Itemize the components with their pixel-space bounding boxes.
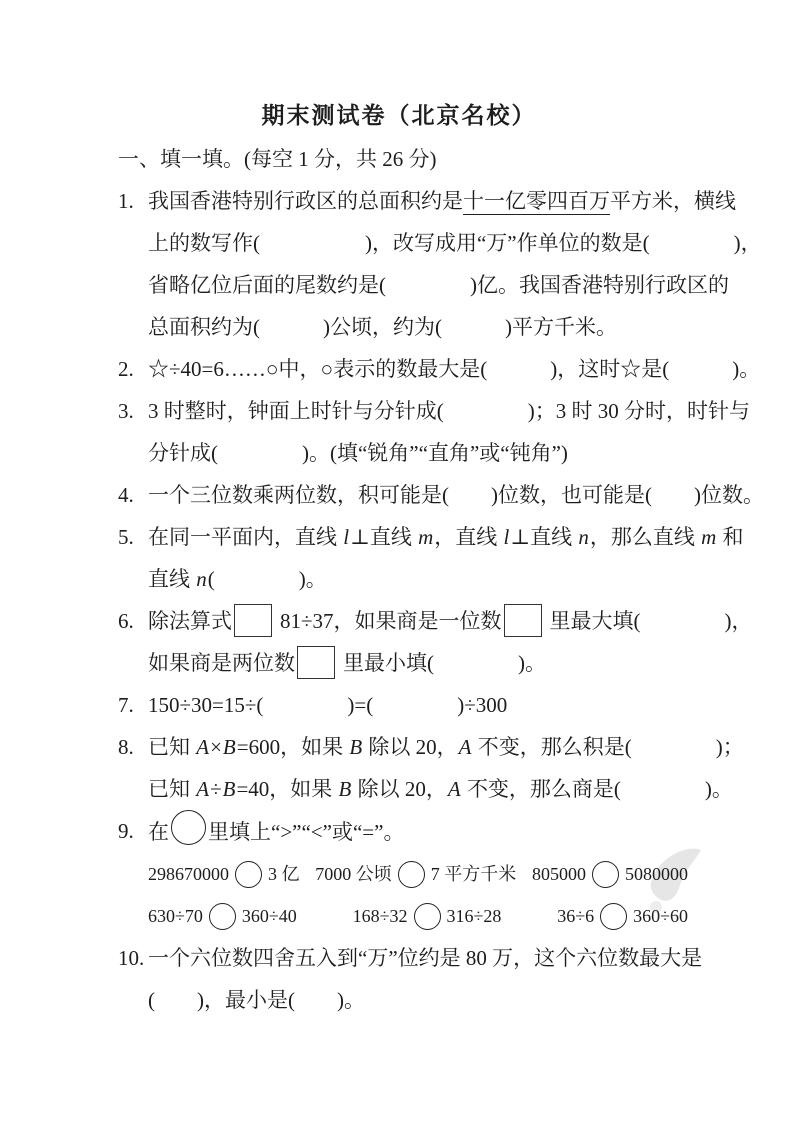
math-variable: B	[222, 735, 236, 759]
question-5	[118, 516, 744, 600]
comparison-right: 360÷60	[633, 906, 688, 926]
question-line	[148, 642, 680, 684]
question-text: ☆÷40=6……○中，○表示的数最大是( )，这时☆是( )。	[148, 357, 761, 381]
question-text: 我国香港特别行政区的总面积约是	[148, 189, 463, 213]
comparison-item	[148, 853, 300, 895]
question-body	[148, 348, 761, 390]
math-variable: m	[701, 525, 717, 549]
question-text: 里最大填( )，	[549, 609, 753, 633]
math-variable: B	[338, 777, 352, 801]
question-text: ×	[210, 735, 222, 759]
question-text: ，直线	[434, 525, 503, 549]
comparison-right: 7 平方千米	[430, 864, 517, 884]
compare-circle	[235, 861, 262, 888]
question-line	[148, 306, 680, 348]
question-body	[148, 516, 744, 600]
comparison-left: 630÷70	[148, 906, 203, 926]
comparison-row	[148, 853, 688, 895]
question-text: ，那么直线	[589, 525, 701, 549]
question-text: 已知	[148, 777, 196, 801]
math-variable: A	[447, 777, 461, 801]
math-variable: m	[418, 525, 434, 549]
question-line	[148, 432, 680, 474]
question-line	[148, 474, 764, 516]
compare-circle	[600, 903, 627, 930]
question-number: 2.	[118, 357, 134, 381]
comparison-item	[315, 853, 516, 895]
comparison-right: 3 亿	[268, 864, 300, 884]
question-text: 里填上“>”“<”或“=”。	[208, 820, 405, 844]
question-text: 如果商是两位数	[148, 651, 295, 675]
question-line	[148, 516, 744, 558]
comparison-left: 298670000	[148, 864, 229, 884]
comparison-right: 316÷28	[446, 906, 502, 926]
comparison-left: 7000 公顷	[315, 864, 392, 884]
question-text: 3 时整时，钟面上时针与分针成( )；3 时 30 分时，时针与	[148, 399, 750, 423]
question-text: 里最小填( )。	[343, 651, 546, 675]
question-text: 一个三位数乘两位数，积可能是( )位数，也可能是( )位数。	[148, 483, 764, 507]
question-body	[148, 684, 680, 726]
comparison-row	[148, 895, 688, 937]
question-text: ÷	[210, 777, 222, 801]
comparison-item	[353, 895, 502, 937]
question-6	[118, 600, 753, 684]
math-variable: n	[578, 525, 589, 549]
question-line	[148, 810, 680, 853]
question-text: 在	[148, 820, 169, 844]
question-text: 除以 20，	[363, 735, 458, 759]
answer-box	[297, 646, 335, 679]
question-text: 直线	[148, 567, 196, 591]
questions-list	[118, 180, 764, 1021]
question-body	[148, 474, 764, 516]
question-number: 3.	[118, 399, 134, 423]
question-text: 总面积约为( )公顷，约为( )平方千米。	[148, 315, 617, 339]
math-variable: A	[196, 735, 210, 759]
answer-box	[504, 604, 542, 637]
answer-box	[234, 604, 272, 637]
math-variable: l	[503, 525, 510, 549]
question-body	[148, 600, 753, 684]
question-text: ⊥直线	[350, 525, 418, 549]
question-text: 不变，那么积是( )；	[472, 735, 744, 759]
question-4	[118, 474, 764, 516]
comparison-item	[148, 895, 297, 937]
question-line	[148, 979, 680, 1021]
question-8	[118, 726, 744, 810]
question-number: 5.	[118, 525, 134, 549]
question-text: 已知	[148, 735, 196, 759]
question-text: ⊥直线	[510, 525, 578, 549]
math-variable: B	[222, 777, 236, 801]
compare-circle	[592, 861, 619, 888]
question-body	[148, 810, 688, 937]
question-number: 7.	[118, 693, 134, 717]
math-variable: l	[343, 525, 350, 549]
math-variable: A	[458, 735, 472, 759]
math-variable: A	[196, 777, 210, 801]
comparison-left: 36÷6	[557, 906, 595, 926]
question-text: 81÷37，如果商是一位数	[280, 609, 502, 633]
question-number: 4.	[118, 483, 134, 507]
comparison-item	[557, 895, 688, 937]
question-body	[148, 390, 750, 474]
question-line	[148, 768, 733, 810]
question-text: 上的数写作( )，改写成用“万”作单位的数是( )，	[148, 231, 762, 255]
question-body	[148, 726, 744, 810]
question-line	[148, 180, 736, 222]
comparison-left: 805000	[532, 864, 586, 884]
question-line	[148, 222, 762, 264]
underlined-text: 十一亿零四百万	[463, 189, 610, 213]
question-line	[148, 684, 680, 726]
question-text: =600，如果	[236, 735, 349, 759]
question-text: 除法算式	[148, 609, 232, 633]
paper-content	[118, 94, 764, 1021]
paper-title: 期末测试卷（北京名校）	[261, 103, 537, 128]
question-line	[148, 726, 744, 768]
question-text: 在同一平面内，直线	[148, 525, 343, 549]
math-variable: B	[349, 735, 363, 759]
question-7	[118, 684, 680, 726]
compare-circle	[209, 903, 236, 930]
comparison-left: 168÷32	[352, 906, 408, 926]
comparison-right: 360÷40	[241, 906, 297, 926]
question-text: 除以 20，	[352, 777, 447, 801]
question-line	[148, 937, 703, 979]
question-10	[118, 937, 703, 1021]
question-line	[148, 390, 750, 432]
question-text: =40，如果	[236, 777, 338, 801]
question-3	[118, 390, 750, 474]
question-body	[148, 937, 703, 1021]
compare-circle	[171, 810, 206, 845]
question-text: 省略亿位后面的尾数约是( )亿。我国香港特别行政区的	[148, 273, 729, 297]
question-text: 和	[717, 525, 744, 549]
question-line	[148, 348, 761, 390]
comparison-item	[532, 853, 688, 895]
question-number: 9.	[118, 819, 134, 843]
question-text: 分针成( )。(填“锐角”“直角”或“钝角”)	[148, 441, 568, 465]
question-text: ( )，最小是( )。	[148, 988, 365, 1012]
question-body	[148, 180, 762, 348]
question-text: 不变，那么商是( )。	[461, 777, 733, 801]
compare-circle	[414, 903, 441, 930]
question-9	[118, 810, 688, 937]
question-2	[118, 348, 761, 390]
question-1	[118, 180, 762, 348]
comparison-right: 5080000	[625, 864, 688, 884]
question-line	[148, 600, 753, 642]
compare-circle	[398, 861, 425, 888]
question-number: 1.	[118, 189, 134, 213]
question-number: 6.	[118, 609, 134, 633]
math-variable: n	[196, 567, 207, 591]
question-text: 150÷30=15÷( )=( )÷300	[148, 693, 508, 717]
question-line	[148, 558, 680, 600]
question-text: 一个六位数四舍五入到“万”位约是 80 万，这个六位数最大是	[148, 946, 703, 970]
question-line	[148, 264, 729, 306]
section-heading: 一、填一填。(每空 1 分，共 26 分)	[118, 147, 437, 171]
question-text: ( )。	[207, 567, 327, 591]
question-number: 8.	[118, 735, 134, 759]
question-text: 平方米，横线	[610, 189, 736, 213]
question-number: 10.	[118, 946, 145, 970]
